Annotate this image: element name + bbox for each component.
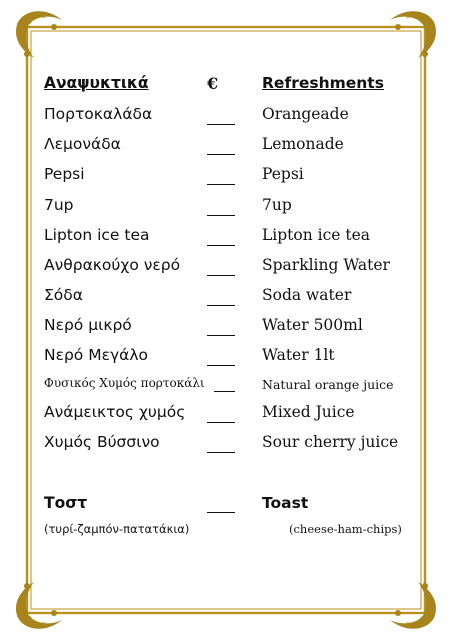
corner-ornament-bottom-left bbox=[16, 582, 62, 629]
item-greek: Ανάμεικτος χυμός bbox=[44, 403, 186, 421]
item-greek: Φυσικός Χυμός πορτοκάλι bbox=[44, 376, 205, 390]
item-greek: Πορτοκαλάδα bbox=[44, 105, 153, 123]
header-english: Refreshments bbox=[262, 74, 384, 92]
price-blank bbox=[207, 154, 235, 155]
toast-greek: Τοστ bbox=[44, 494, 88, 512]
corner-ornament-bottom-right bbox=[390, 582, 436, 629]
item-greek: Σόδα bbox=[44, 286, 83, 304]
item-english: Lemonade bbox=[262, 135, 344, 153]
item-english: Mixed Juice bbox=[262, 403, 355, 421]
price-blank bbox=[207, 452, 235, 453]
toast-english-note: (cheese-ham-chips) bbox=[289, 522, 402, 536]
price-blank bbox=[207, 245, 235, 246]
corner-ornament-top-right bbox=[390, 11, 436, 58]
item-greek: Νερό Μεγάλο bbox=[44, 346, 149, 364]
item-greek: Pepsi bbox=[44, 165, 85, 183]
price-blank bbox=[207, 215, 235, 216]
item-english: Natural orange juice bbox=[262, 377, 394, 392]
item-greek: Χυμός Βύσσινο bbox=[44, 433, 160, 451]
price-blank bbox=[207, 335, 235, 336]
price-blank bbox=[207, 275, 235, 276]
price-blank bbox=[207, 512, 235, 513]
toast-english: Toast bbox=[262, 494, 309, 512]
price-blank bbox=[207, 365, 235, 366]
item-greek: Νερό μικρό bbox=[44, 316, 132, 334]
corner-ornament-top-left bbox=[16, 11, 62, 58]
item-english: Pepsi bbox=[262, 165, 304, 183]
price-blank bbox=[207, 305, 235, 306]
item-greek: Lipton ice tea bbox=[44, 226, 150, 244]
item-english: Sour cherry juice bbox=[262, 433, 399, 451]
item-greek: Ανθρακούχο νερό bbox=[44, 256, 181, 274]
item-english: 7up bbox=[262, 196, 292, 214]
header-currency: € bbox=[207, 74, 219, 93]
item-english: Orangeade bbox=[262, 105, 349, 123]
price-blank bbox=[214, 391, 235, 392]
item-english: Soda water bbox=[262, 286, 352, 304]
item-greek: 7up bbox=[44, 196, 74, 214]
toast-greek-note: (τυρί-ζαμπόν-πατατάκια) bbox=[44, 522, 190, 536]
item-english: Water 500ml bbox=[262, 316, 363, 334]
item-english: Lipton ice tea bbox=[262, 226, 371, 244]
item-english: Sparkling Water bbox=[262, 256, 390, 274]
price-blank bbox=[207, 422, 235, 423]
header-greek: Αναψυκτικά bbox=[44, 74, 149, 92]
item-greek: Λεμονάδα bbox=[44, 135, 121, 153]
item-english: Water 1lt bbox=[262, 346, 335, 364]
price-blank bbox=[207, 184, 235, 185]
price-blank bbox=[207, 124, 235, 125]
